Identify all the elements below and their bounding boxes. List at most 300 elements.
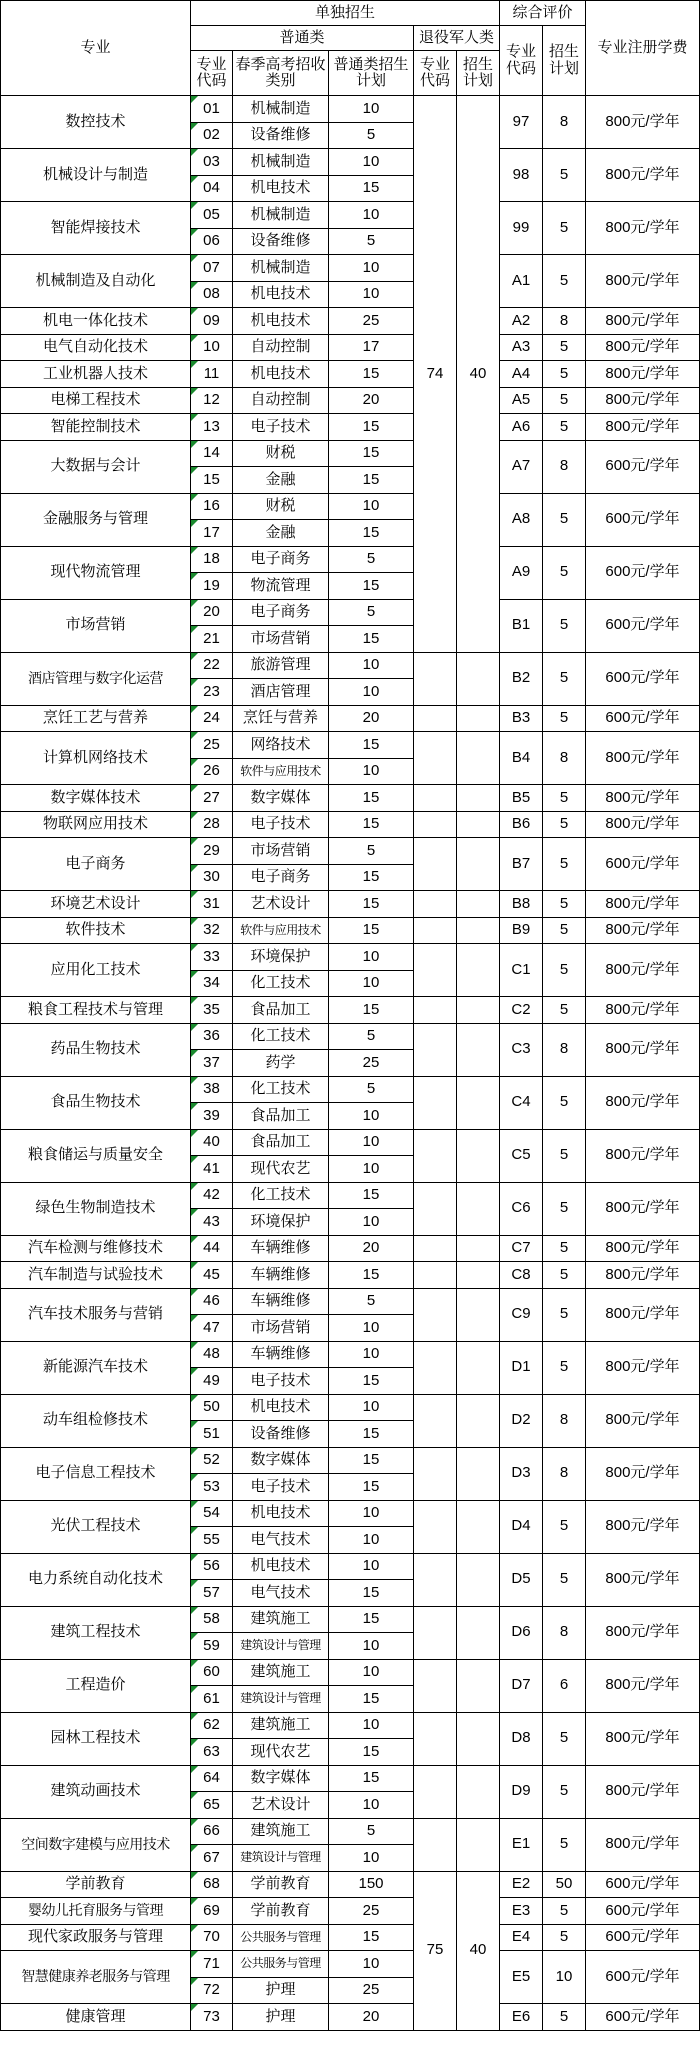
general-plan-cell: 5 [329, 1818, 414, 1845]
category-cell: 车辆维修 [233, 1288, 329, 1315]
vet-plan-cell [457, 1447, 500, 1500]
general-plan-cell: 10 [329, 1845, 414, 1872]
vet-code-cell [414, 732, 457, 785]
comp-plan-cell: 5 [543, 891, 586, 918]
category-cell: 化工技术 [233, 1076, 329, 1103]
major-code-cell: 25 [191, 732, 233, 759]
general-plan-cell: 5 [329, 1023, 414, 1050]
vet-code-cell [414, 1500, 457, 1553]
category-cell: 建筑设计与管理 [233, 1633, 329, 1660]
comp-code-cell: E2 [500, 1871, 543, 1898]
general-plan-cell: 5 [329, 122, 414, 149]
comp-code-cell: B8 [500, 891, 543, 918]
comp-code-cell: A5 [500, 387, 543, 414]
comp-code-cell: 97 [500, 96, 543, 149]
vet-plan-cell [457, 1500, 500, 1553]
vet-code-cell [414, 1129, 457, 1182]
fee-cell: 800元/学年 [586, 1712, 700, 1765]
vet-plan-cell [457, 1765, 500, 1818]
comp-code-cell: C9 [500, 1288, 543, 1341]
comp-plan-cell: 5 [543, 1076, 586, 1129]
table-row [1, 1394, 700, 1421]
general-plan-cell: 10 [329, 970, 414, 997]
fee-cell: 800元/学年 [586, 811, 700, 838]
general-plan-cell: 15 [329, 440, 414, 467]
fee-cell: 600元/学年 [586, 838, 700, 891]
vet-code-cell [414, 1659, 457, 1712]
general-plan-header: 普通类招生计划 [329, 51, 414, 96]
category-cell: 护理 [233, 2004, 329, 2031]
fee-cell: 600元/学年 [586, 1951, 700, 2004]
major-name-cell: 电气自动化技术 [1, 334, 191, 361]
table-row [1, 493, 700, 520]
major-name-cell: 机械制造及自动化 [1, 255, 191, 308]
fee-cell: 800元/学年 [586, 917, 700, 944]
major-code-cell: 12 [191, 387, 233, 414]
major-code-cell: 57 [191, 1580, 233, 1607]
comp-plan-cell: 8 [543, 96, 586, 149]
general-plan-cell: 20 [329, 2004, 414, 2031]
major-name-cell: 空间数字建模与应用技术 [1, 1818, 191, 1871]
comp-code-cell: B2 [500, 652, 543, 705]
comp-code-header: 专业代码 [500, 26, 543, 96]
category-cell: 食品加工 [233, 1103, 329, 1130]
fee-cell: 800元/学年 [586, 1129, 700, 1182]
fee-cell: 600元/学年 [586, 2004, 700, 2031]
comp-code-cell: C1 [500, 944, 543, 997]
table-row [1, 387, 700, 414]
category-cell: 机械制造 [233, 255, 329, 282]
fee-cell: 600元/学年 [586, 1898, 700, 1925]
comp-plan-cell: 5 [543, 1288, 586, 1341]
comp-code-cell: C7 [500, 1235, 543, 1262]
fee-cell: 800元/学年 [586, 1765, 700, 1818]
table-row [1, 202, 700, 229]
major-name-cell: 绿色生物制造技术 [1, 1182, 191, 1235]
general-plan-cell: 15 [329, 361, 414, 388]
category-cell: 建筑施工 [233, 1712, 329, 1739]
category-cell: 数字媒体 [233, 785, 329, 812]
major-name-cell: 智能控制技术 [1, 414, 191, 441]
table-row [1, 1871, 700, 1898]
major-code-cell: 51 [191, 1421, 233, 1448]
major-code-cell: 34 [191, 970, 233, 997]
major-code-cell: 27 [191, 785, 233, 812]
major-name-cell: 新能源汽车技术 [1, 1341, 191, 1394]
table-row [1, 96, 700, 123]
fee-cell: 600元/学年 [586, 493, 700, 546]
vet-code-header: 专业代码 [414, 51, 457, 96]
category-cell: 电子技术 [233, 1474, 329, 1501]
major-code-cell: 16 [191, 493, 233, 520]
major-name-cell: 大数据与会计 [1, 440, 191, 493]
general-plan-cell: 25 [329, 1898, 414, 1925]
category-cell: 环境保护 [233, 1209, 329, 1236]
comp-code-cell: C6 [500, 1182, 543, 1235]
category-cell: 机械制造 [233, 149, 329, 176]
general-plan-cell: 15 [329, 175, 414, 202]
fee-header: 专业注册学费 [586, 1, 700, 96]
comp-plan-cell: 5 [543, 599, 586, 652]
table-row [1, 2004, 700, 2031]
comp-plan-cell: 5 [543, 917, 586, 944]
vet-plan-cell [457, 891, 500, 918]
major-name-cell: 市场营销 [1, 599, 191, 652]
fee-cell: 800元/学年 [586, 414, 700, 441]
major-code-cell: 46 [191, 1288, 233, 1315]
table-row [1, 1924, 700, 1951]
general-plan-cell: 10 [329, 758, 414, 785]
table-row [1, 599, 700, 626]
general-plan-cell: 5 [329, 546, 414, 573]
general-plan-cell: 15 [329, 1421, 414, 1448]
major-code-cell: 11 [191, 361, 233, 388]
major-code-cell: 37 [191, 1050, 233, 1077]
major-code-cell: 18 [191, 546, 233, 573]
table-row [1, 440, 700, 467]
comp-plan-cell: 5 [543, 785, 586, 812]
comp-code-cell: A2 [500, 308, 543, 335]
vet-code-cell [414, 838, 457, 891]
vet-plan-cell [457, 1818, 500, 1871]
general-plan-cell: 10 [329, 1659, 414, 1686]
fee-cell: 800元/学年 [586, 1500, 700, 1553]
fee-cell: 800元/学年 [586, 1182, 700, 1235]
table-body [1, 96, 700, 2031]
major-name-cell: 电力系统自动化技术 [1, 1553, 191, 1606]
comp-plan-cell: 8 [543, 308, 586, 335]
category-cell: 学前教育 [233, 1898, 329, 1925]
category-cell: 车辆维修 [233, 1341, 329, 1368]
fee-cell: 600元/学年 [586, 705, 700, 732]
comp-plan-cell: 5 [543, 1182, 586, 1235]
category-cell: 设备维修 [233, 228, 329, 255]
vet-code-cell [414, 1262, 457, 1289]
major-name-cell: 酒店管理与数字化运营 [1, 652, 191, 705]
fee-cell: 800元/学年 [586, 1659, 700, 1712]
comp-code-cell: A6 [500, 414, 543, 441]
major-name-cell: 现代家政服务与管理 [1, 1924, 191, 1951]
general-plan-cell: 15 [329, 864, 414, 891]
comp-plan-cell: 5 [543, 811, 586, 838]
fee-cell: 800元/学年 [586, 1553, 700, 1606]
major-name-cell: 食品生物技术 [1, 1076, 191, 1129]
major-code-cell: 53 [191, 1474, 233, 1501]
vet-code-cell [414, 891, 457, 918]
table-row [1, 255, 700, 282]
comp-plan-cell: 5 [543, 1500, 586, 1553]
vet-plan-cell: 40 [457, 96, 500, 653]
general-plan-cell: 15 [329, 811, 414, 838]
fee-cell: 800元/学年 [586, 149, 700, 202]
major-name-cell: 园林工程技术 [1, 1712, 191, 1765]
general-plan-cell: 15 [329, 1580, 414, 1607]
major-code-cell: 31 [191, 891, 233, 918]
category-cell: 电气技术 [233, 1580, 329, 1607]
comprehensive-header: 综合评价 [500, 1, 586, 26]
major-code-cell: 07 [191, 255, 233, 282]
category-cell: 电子技术 [233, 414, 329, 441]
table-row [1, 811, 700, 838]
major-code-cell: 68 [191, 1871, 233, 1898]
fee-cell: 800元/学年 [586, 1076, 700, 1129]
general-plan-cell: 10 [329, 96, 414, 123]
table-row [1, 1951, 700, 1978]
comp-code-cell: A3 [500, 334, 543, 361]
vet-plan-cell [457, 1712, 500, 1765]
general-plan-cell: 25 [329, 308, 414, 335]
major-name-cell: 光伏工程技术 [1, 1500, 191, 1553]
comp-code-cell: A9 [500, 546, 543, 599]
vet-code-cell [414, 1394, 457, 1447]
comp-code-cell: D6 [500, 1606, 543, 1659]
major-name-cell: 建筑动画技术 [1, 1765, 191, 1818]
comp-plan-cell: 5 [543, 493, 586, 546]
major-code-cell: 62 [191, 1712, 233, 1739]
fee-cell: 800元/学年 [586, 255, 700, 308]
major-code-cell: 63 [191, 1739, 233, 1766]
comp-code-cell: D5 [500, 1553, 543, 1606]
major-name-cell: 粮食储运与质量安全 [1, 1129, 191, 1182]
general-plan-cell: 5 [329, 599, 414, 626]
table-row [1, 149, 700, 176]
major-name-cell: 电子信息工程技术 [1, 1447, 191, 1500]
fee-cell: 800元/学年 [586, 1288, 700, 1341]
comp-code-cell: C4 [500, 1076, 543, 1129]
comp-code-cell: B6 [500, 811, 543, 838]
vet-plan-cell [457, 1606, 500, 1659]
major-code-cell: 69 [191, 1898, 233, 1925]
comp-plan-cell: 5 [543, 1924, 586, 1951]
vet-code-cell [414, 705, 457, 732]
major-code-cell: 45 [191, 1262, 233, 1289]
category-cell: 机电技术 [233, 1500, 329, 1527]
major-name-cell: 现代物流管理 [1, 546, 191, 599]
category-cell: 设备维修 [233, 1421, 329, 1448]
vet-plan-cell [457, 1129, 500, 1182]
major-code-cell: 39 [191, 1103, 233, 1130]
table-row [1, 1712, 700, 1739]
table-row [1, 1182, 700, 1209]
major-code-cell: 50 [191, 1394, 233, 1421]
comp-code-cell: E6 [500, 2004, 543, 2031]
vet-plan-cell [457, 1288, 500, 1341]
vet-plan-cell [457, 1182, 500, 1235]
category-cell: 电气技术 [233, 1527, 329, 1554]
major-code-cell: 30 [191, 864, 233, 891]
fee-cell: 800元/学年 [586, 732, 700, 785]
fee-cell: 600元/学年 [586, 1871, 700, 1898]
fee-cell: 800元/学年 [586, 1235, 700, 1262]
comp-plan-cell: 5 [543, 387, 586, 414]
fee-cell: 800元/学年 [586, 1447, 700, 1500]
table-row [1, 414, 700, 441]
comp-plan-cell: 5 [543, 1898, 586, 1925]
fee-cell: 600元/学年 [586, 1924, 700, 1951]
category-cell: 财税 [233, 440, 329, 467]
general-plan-cell: 10 [329, 679, 414, 706]
major-code-cell: 21 [191, 626, 233, 653]
major-code-cell: 05 [191, 202, 233, 229]
comp-plan-cell: 5 [543, 652, 586, 705]
major-code-cell: 59 [191, 1633, 233, 1660]
category-cell: 自动控制 [233, 334, 329, 361]
table-row [1, 1606, 700, 1633]
comp-code-cell: E5 [500, 1951, 543, 2004]
category-cell: 建筑施工 [233, 1606, 329, 1633]
category-cell: 数字媒体 [233, 1765, 329, 1792]
vet-code-cell [414, 1341, 457, 1394]
fee-cell: 800元/学年 [586, 1262, 700, 1289]
major-code-cell: 33 [191, 944, 233, 971]
category-cell: 食品加工 [233, 997, 329, 1024]
table-row [1, 1898, 700, 1925]
fee-cell: 800元/学年 [586, 1606, 700, 1659]
major-code-cell: 73 [191, 2004, 233, 2031]
general-plan-cell: 10 [329, 1633, 414, 1660]
general-plan-cell: 15 [329, 1368, 414, 1395]
vet-code-cell [414, 997, 457, 1024]
comp-code-cell: B3 [500, 705, 543, 732]
major-code-cell: 48 [191, 1341, 233, 1368]
category-cell: 化工技术 [233, 970, 329, 997]
fee-cell: 800元/学年 [586, 202, 700, 255]
major-code-cell: 26 [191, 758, 233, 785]
general-plan-cell: 5 [329, 838, 414, 865]
table-row [1, 785, 700, 812]
comp-plan-cell: 8 [543, 1606, 586, 1659]
major-code-cell: 66 [191, 1818, 233, 1845]
major-code-cell: 55 [191, 1527, 233, 1554]
major-code-cell: 44 [191, 1235, 233, 1262]
major-code-cell: 15 [191, 467, 233, 494]
fee-cell: 600元/学年 [586, 440, 700, 493]
comp-plan-cell: 5 [543, 1553, 586, 1606]
comp-plan-cell: 5 [543, 1341, 586, 1394]
comp-plan-header: 招生计划 [543, 26, 586, 96]
fee-cell: 800元/学年 [586, 1818, 700, 1871]
general-plan-cell: 15 [329, 1182, 414, 1209]
major-code-cell: 49 [191, 1368, 233, 1395]
major-name-cell: 数字媒体技术 [1, 785, 191, 812]
major-name-cell: 汽车制造与试验技术 [1, 1262, 191, 1289]
category-cell: 电子商务 [233, 546, 329, 573]
table-row [1, 1023, 700, 1050]
comp-plan-cell: 6 [543, 1659, 586, 1712]
category-cell: 车辆维修 [233, 1262, 329, 1289]
major-code-cell: 01 [191, 96, 233, 123]
vet-plan-cell [457, 944, 500, 997]
major-name-cell: 学前教育 [1, 1871, 191, 1898]
vet-code-cell [414, 811, 457, 838]
major-code-cell: 60 [191, 1659, 233, 1686]
category-cell: 市场营销 [233, 1315, 329, 1342]
fee-cell: 800元/学年 [586, 334, 700, 361]
general-plan-cell: 15 [329, 520, 414, 547]
major-name-cell: 健康管理 [1, 2004, 191, 2031]
category-cell: 电子技术 [233, 1368, 329, 1395]
table-row [1, 308, 700, 335]
general-plan-cell: 5 [329, 1076, 414, 1103]
major-code-cell: 65 [191, 1792, 233, 1819]
major-code-cell: 64 [191, 1765, 233, 1792]
major-code-cell: 56 [191, 1553, 233, 1580]
general-plan-cell: 10 [329, 1394, 414, 1421]
general-plan-cell: 20 [329, 705, 414, 732]
category-cell: 网络技术 [233, 732, 329, 759]
general-plan-cell: 10 [329, 1500, 414, 1527]
vet-plan-cell [457, 1659, 500, 1712]
table-row [1, 1288, 700, 1315]
single-enrollment-header: 单独招生 [191, 1, 500, 26]
vet-code-cell [414, 1712, 457, 1765]
general-plan-cell: 5 [329, 1288, 414, 1315]
comp-plan-cell: 5 [543, 546, 586, 599]
general-plan-cell: 10 [329, 1209, 414, 1236]
comp-plan-cell: 5 [543, 149, 586, 202]
major-name-cell: 软件技术 [1, 917, 191, 944]
category-cell: 药学 [233, 1050, 329, 1077]
major-name-cell: 应用化工技术 [1, 944, 191, 997]
comp-plan-cell: 5 [543, 838, 586, 891]
category-cell: 金融 [233, 467, 329, 494]
comp-plan-cell: 5 [543, 1765, 586, 1818]
category-cell: 电子商务 [233, 864, 329, 891]
category-cell: 机械制造 [233, 96, 329, 123]
comp-plan-cell: 5 [543, 2004, 586, 2031]
comp-plan-cell: 5 [543, 255, 586, 308]
general-plan-cell: 10 [329, 1156, 414, 1183]
major-code-cell: 71 [191, 1951, 233, 1978]
major-name-cell: 电子商务 [1, 838, 191, 891]
category-cell: 学前教育 [233, 1871, 329, 1898]
major-name-cell: 工业机器人技术 [1, 361, 191, 388]
category-cell: 机电技术 [233, 308, 329, 335]
comp-code-cell: B5 [500, 785, 543, 812]
category-cell: 旅游管理 [233, 652, 329, 679]
category-cell: 化工技术 [233, 1023, 329, 1050]
category-cell: 数字媒体 [233, 1447, 329, 1474]
general-plan-cell: 10 [329, 1103, 414, 1130]
category-cell: 公共服务与管理 [233, 1924, 329, 1951]
category-cell: 物流管理 [233, 573, 329, 600]
table-row [1, 1659, 700, 1686]
comp-code-cell: D4 [500, 1500, 543, 1553]
major-code-cell: 32 [191, 917, 233, 944]
general-plan-cell: 25 [329, 1050, 414, 1077]
major-code-cell: 40 [191, 1129, 233, 1156]
table-row [1, 1500, 700, 1527]
major-code-cell: 13 [191, 414, 233, 441]
vet-plan-cell [457, 1023, 500, 1076]
general-plan-cell: 15 [329, 997, 414, 1024]
category-cell: 公共服务与管理 [233, 1951, 329, 1978]
table-row [1, 1341, 700, 1368]
vet-code-cell [414, 1076, 457, 1129]
vet-plan-cell [457, 917, 500, 944]
fee-cell: 800元/学年 [586, 387, 700, 414]
table-header [1, 1, 700, 96]
comp-plan-cell: 5 [543, 997, 586, 1024]
major-name-cell: 智能焊接技术 [1, 202, 191, 255]
general-plan-cell: 15 [329, 1606, 414, 1633]
vet-code-cell [414, 1235, 457, 1262]
major-code-cell: 24 [191, 705, 233, 732]
general-plan-cell: 15 [329, 1447, 414, 1474]
comp-plan-cell: 10 [543, 1951, 586, 2004]
general-plan-cell: 10 [329, 1315, 414, 1342]
major-code-cell: 41 [191, 1156, 233, 1183]
